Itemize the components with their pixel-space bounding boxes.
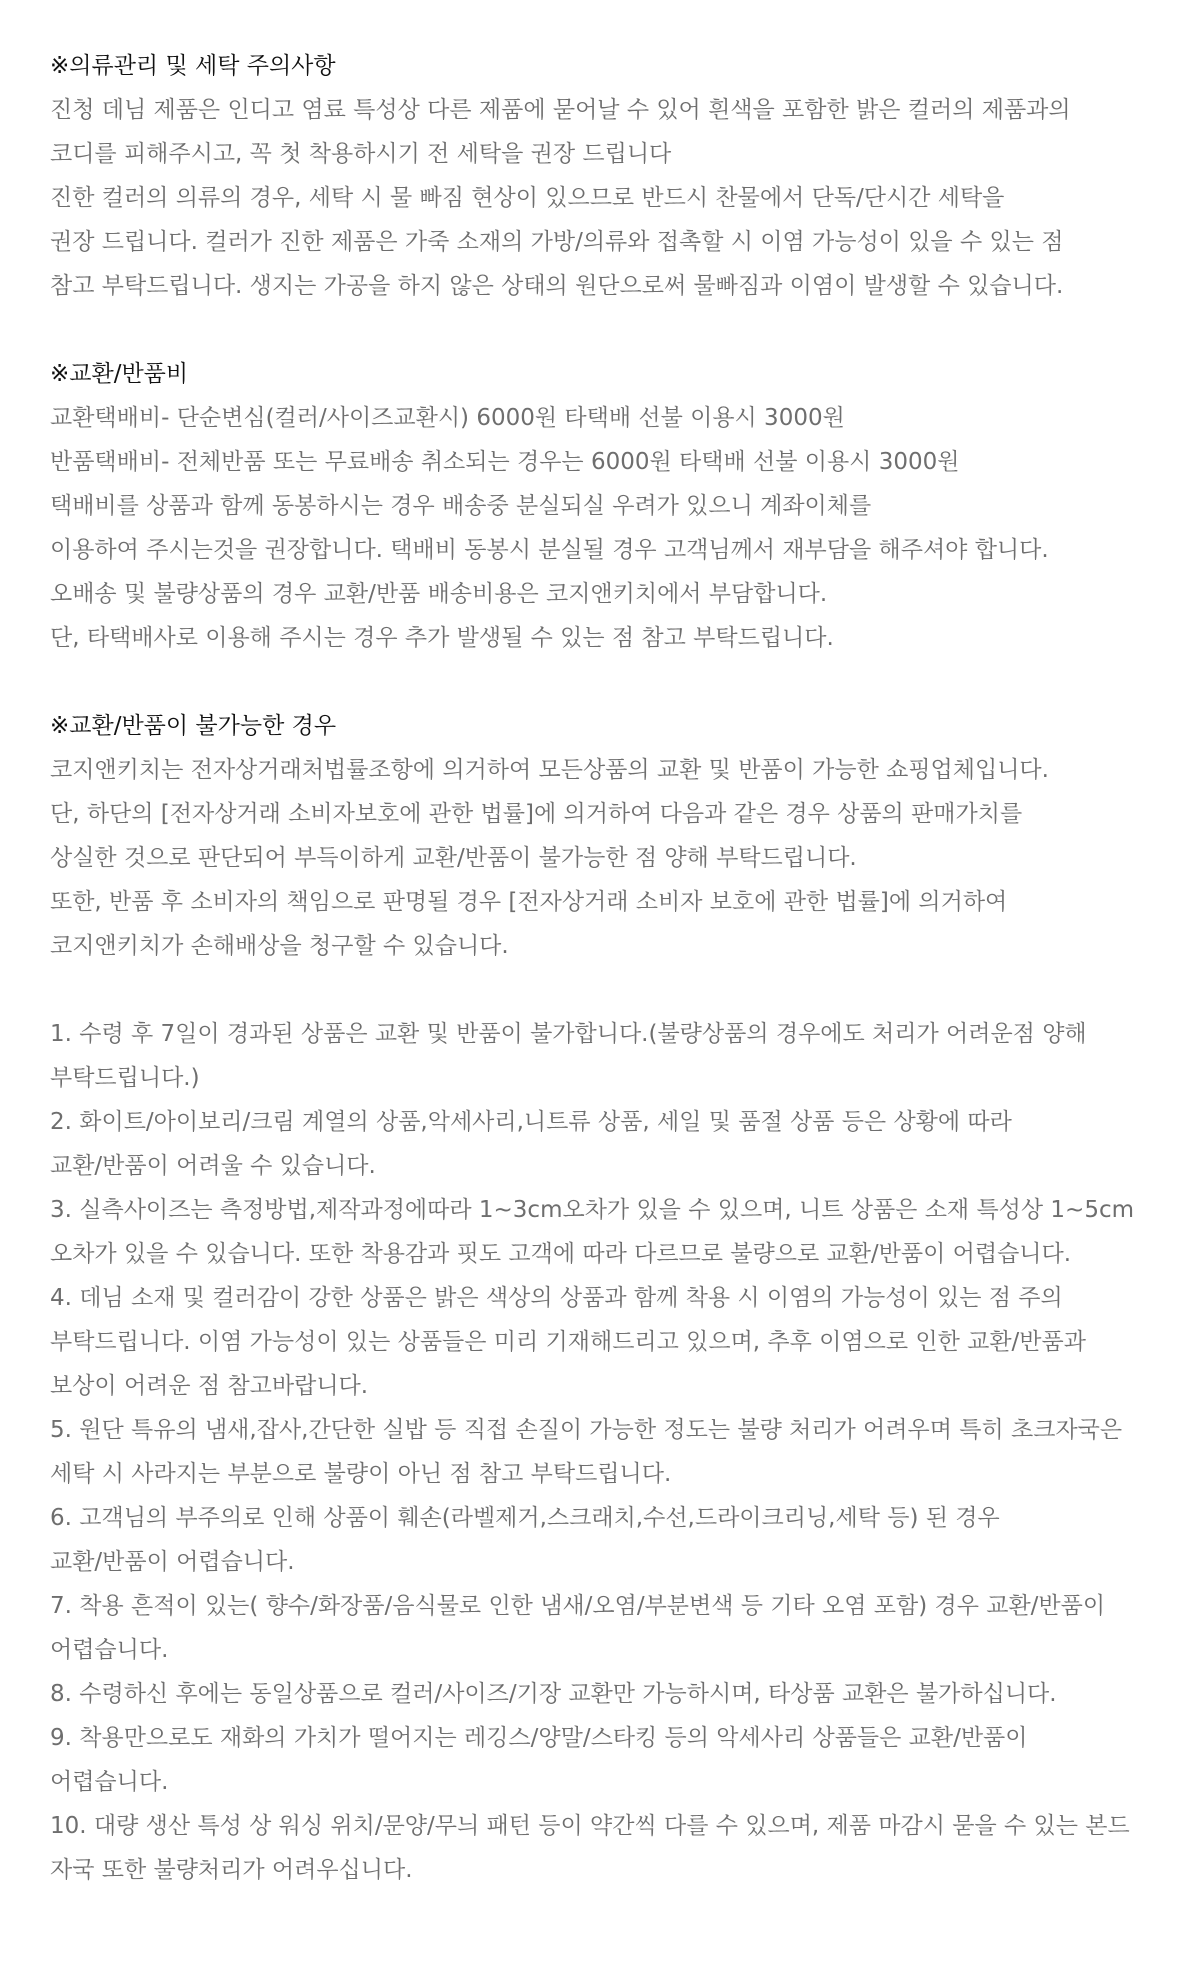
rule-line: 교환/반품이 어려울 수 있습니다. <box>50 1153 376 1179</box>
care-line: 진청 데님 제품은 인디고 염료 특성상 다른 제품에 묻어날 수 있어 흰색을 포함한 밝은 컬러의 제품과의 <box>50 97 1071 123</box>
rule-line: 교환/반품이 어렵습니다. <box>50 1549 295 1575</box>
care-section <box>50 44 1160 308</box>
care-line: 코디를 피해주시고, 꼭 첫 착용하시기 전 세탁을 권장 드립니다 <box>50 141 672 167</box>
rule-line: 보상이 어려운 점 참고바랍니다. <box>50 1373 369 1399</box>
rule-line: 세탁 시 사라지는 부분으로 불량이 아닌 점 참고 부탁드립니다. <box>50 1461 672 1487</box>
rule-line: 부탁드립니다.) <box>50 1065 200 1091</box>
rule-line: 자국 또한 불량처리가 어려우십니다. <box>50 1857 413 1883</box>
rule-line: 6. 고객님의 부주의로 인해 상품이 훼손(라벨제거,스크래치,수선,드라이크리닝,세탁 등) 된 경우 <box>50 1505 1000 1531</box>
rule-line: 2. 화이트/아이보리/크림 계열의 상품,악세사리,니트류 상품, 세일 및 품절 상품 등은 상황에 따라 <box>50 1109 1012 1135</box>
impossible-line: 코지앤키치가 손해배상을 청구할 수 있습니다. <box>50 933 509 959</box>
rules-section <box>50 1012 1160 1892</box>
rule-line: 9. 착용만으로도 재화의 가치가 떨어지는 레깅스/양말/스타킹 등의 악세사리 상품들은 교환/반품이 <box>50 1725 1028 1751</box>
care-line: 진한 컬러의 의류의 경우, 세탁 시 물 빠짐 현상이 있으므로 반드시 찬물에서 단독/단시간 세탁을 <box>50 185 1005 211</box>
impossible-line: 단, 하단의 [전자상거래 소비자보호에 관한 법률]에 의거하여 다음과 같은 경우 상품의 판매가치를 <box>50 801 1023 827</box>
fee-line: 교환택배비- 단순변심(컬러/사이즈교환시) 6000원 타택배 선불 이용시 3000원 <box>50 405 845 431</box>
fee-line: 택배비를 상품과 함께 동봉하시는 경우 배송중 분실되실 우려가 있으니 계좌이체를 <box>50 493 872 519</box>
fee-line: 단, 타택배사로 이용해 주시는 경우 추가 발생될 수 있는 점 참고 부탁드립니다. <box>50 625 834 651</box>
fee-line: 이용하여 주시는것을 권장합니다. 택배비 동봉시 분실될 경우 고객님께서 재부담을 해주셔야 합니다. <box>50 537 1049 563</box>
care-title: ※의류관리 및 세탁 주의사항 <box>50 53 336 79</box>
fee-line: 반품택배비- 전체반품 또는 무료배송 취소되는 경우는 6000원 타택배 선불 이용시 3000원 <box>50 449 960 475</box>
care-line: 권장 드립니다. 컬러가 진한 제품은 가죽 소재의 가방/의류와 접촉할 시 이염 가능성이 있을 수 있는 점 <box>50 229 1064 255</box>
section-spacer <box>50 308 1160 352</box>
care-line: 참고 부탁드립니다. 생지는 가공을 하지 않은 상태의 원단으로써 물빠짐과 이염이 발생할 수 있습니다. <box>50 273 1064 299</box>
rule-line: 5. 원단 특유의 냄새,잡사,간단한 실밥 등 직접 손질이 가능한 정도는 불량 처리가 어려우며 특히 초크자국은 <box>50 1417 1123 1443</box>
fee-section <box>50 352 1160 660</box>
rule-line: 어렵습니다. <box>50 1637 169 1663</box>
fee-title: ※교환/반품비 <box>50 361 189 387</box>
impossible-line: 상실한 것으로 판단되어 부득이하게 교환/반품이 불가능한 점 양해 부탁드립니다. <box>50 845 857 871</box>
section-spacer <box>50 660 1160 704</box>
impossible-line: 또한, 반품 후 소비자의 책임으로 판명될 경우 [전자상거래 소비자 보호에 관한 법률]에 의거하여 <box>50 889 1008 915</box>
rule-line: 3. 실측사이즈는 측정방법,제작과정에따라 1~3cm오차가 있을 수 있으며, 니트 상품은 소재 특성상 1~5cm <box>50 1197 1135 1223</box>
rule-line: 1. 수령 후 7일이 경과된 상품은 교환 및 반품이 불가합니다.(불량상품의 경우에도 처리가 어려운점 양해 <box>50 1021 1087 1047</box>
rule-line: 부탁드립니다. 이염 가능성이 있는 상품들은 미리 기재해드리고 있으며, 추후 이염으로 인한 교환/반품과 <box>50 1329 1086 1355</box>
fee-line: 오배송 및 불량상품의 경우 교환/반품 배송비용은 코지앤키치에서 부담합니다. <box>50 581 828 607</box>
rule-line: 10. 대량 생산 특성 상 워싱 위치/문양/무늬 패턴 등이 약간씩 다를 수 있으며, 제품 마감시 묻을 수 있는 본드 <box>50 1813 1130 1839</box>
rule-line: 4. 데님 소재 및 컬러감이 강한 상품은 밝은 색상의 상품과 함께 착용 시 이염의 가능성이 있는 점 주의 <box>50 1285 1063 1311</box>
rule-line: 어렵습니다. <box>50 1769 169 1795</box>
impossible-section <box>50 704 1160 968</box>
rule-line: 7. 착용 흔적이 있는( 향수/화장품/음식물로 인한 냄새/오염/부분변색 등 기타 오염 포함) 경우 교환/반품이 <box>50 1593 1106 1619</box>
impossible-line: 코지앤키치는 전자상거래처법률조항에 의거하여 모든상품의 교환 및 반품이 가능한 쇼핑업체입니다. <box>50 757 1049 783</box>
rule-line: 오차가 있을 수 있습니다. 또한 착용감과 핏도 고객에 따라 다르므로 불량으로 교환/반품이 어렵습니다. <box>50 1241 1072 1267</box>
section-spacer <box>50 968 1160 1012</box>
rule-line: 8. 수령하신 후에는 동일상품으로 컬러/사이즈/기장 교환만 가능하시며, 타상품 교환은 불가하십니다. <box>50 1681 1057 1707</box>
impossible-title: ※교환/반품이 불가능한 경우 <box>50 713 337 739</box>
